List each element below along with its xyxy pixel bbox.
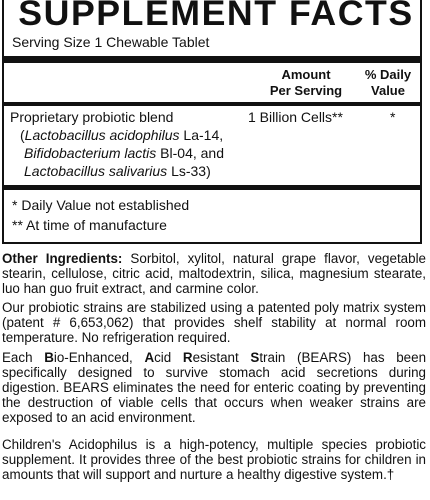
blend-daily-value: * (390, 109, 396, 125)
ingredient-row-blend (10, 108, 224, 180)
thick-divider-bottom (4, 185, 420, 190)
blend-amount: 1 Billion Cells** (248, 109, 343, 125)
thick-divider-top (4, 56, 420, 63)
thick-divider-middle (4, 102, 420, 106)
childrens-acidophilus-paragraph: Children's Acidophilus is a high-potency, multiple species probiotic supplement. It provides three of the best probiotic strains for children in amounts that will support and nurture a healthy digestive system.† (2, 437, 426, 482)
header-amount-per-serving: Amount Per Serving (269, 67, 343, 98)
panel-title: SUPPLEMENT FACTS (18, 0, 414, 33)
blend-name: Proprietary probiotic blend (10, 109, 174, 125)
other-ingredients: Other Ingredients: Sorbitol, xylitol, natural grape flavor, vegetable stearin, cellulose, citric acid, maltodextrin, silica, magnesium stearate, luo han guo fruit extract, and carmine color. (2, 251, 426, 296)
stability-paragraph: Our probiotic strains are stabilized using a patented poly matrix system (patent # 6,653,062) that provides shelf stability at normal room temperature. No refrigeration required. (2, 300, 426, 345)
strain-1: (Lactobacillus acidophilus La-14, (20, 127, 224, 143)
supplement-facts-panel (2, 0, 422, 244)
footnote-daily-value: * Daily Value not established (12, 197, 190, 213)
header-daily-value: % Daily Value (364, 67, 412, 98)
strain-2: Bifidobacterium lactis Bl-04, and (24, 145, 224, 161)
bears-paragraph: Each Bio-Enhanced, Acid Resistant Strain (BEARS) has been specifically designed to survive stomach acid secretions during digestion. BEARS eliminates the need for enteric coating by preventing the destruction of viable cells that occurs when weaker strains are exposed to an acid environment. (2, 350, 427, 425)
serving-size: Serving Size 1 Chewable Tablet (12, 34, 210, 50)
footnote-manufacture: ** At time of manufacture (12, 217, 167, 233)
strain-3: Lactobacillus salivarius Ls-33) (24, 163, 211, 179)
